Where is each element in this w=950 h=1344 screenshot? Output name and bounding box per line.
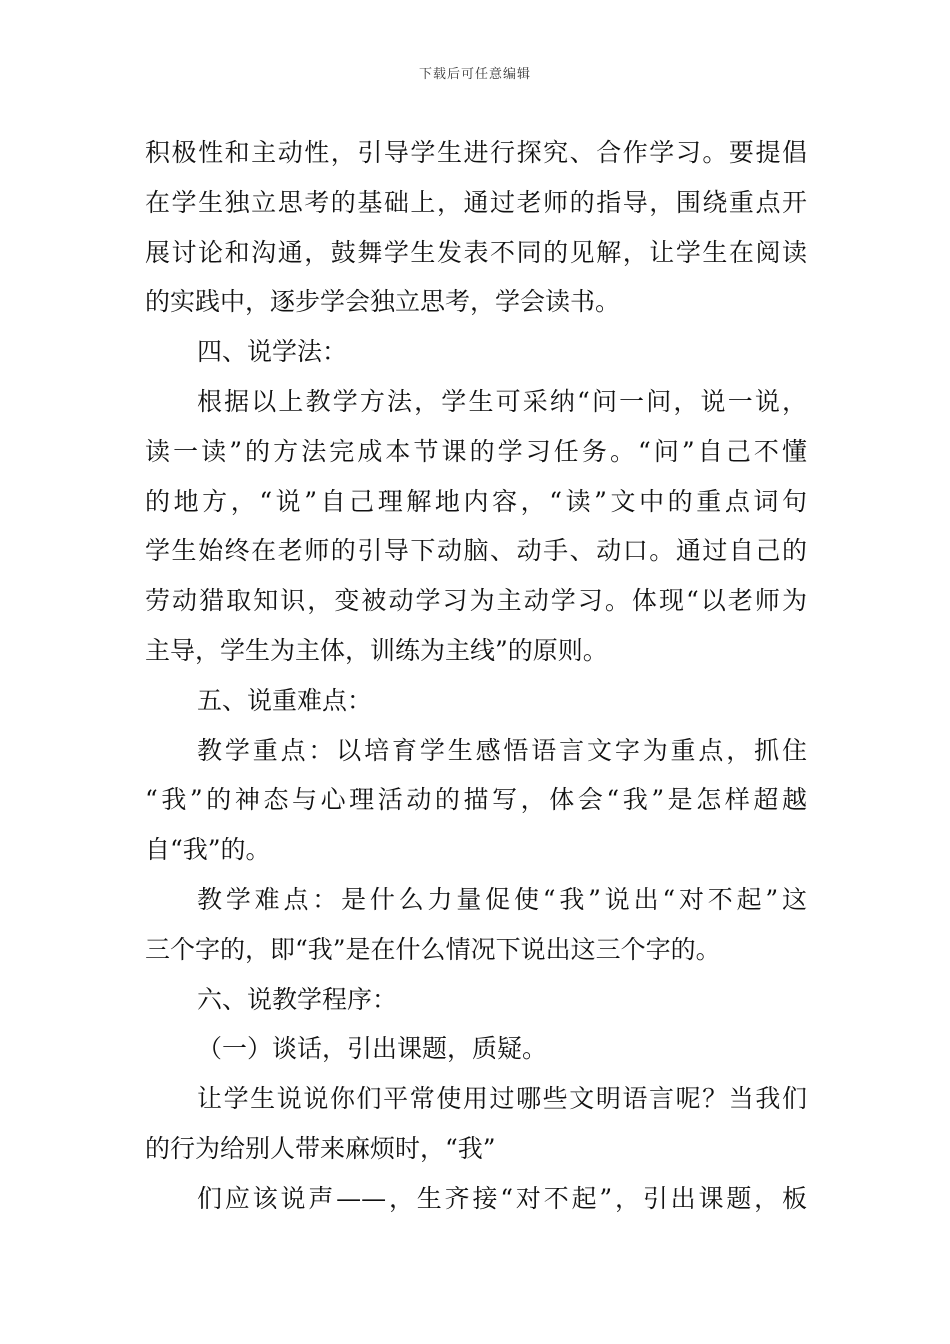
text-line: 读一读”的方法完成本节课的学习任务。“问”自己不懂 [145,436,807,466]
text-line: 让学生说说你们平常使用过哪些文明语言呢？当我们 [197,1084,807,1114]
text-line: 的实践中，逐步学会独立思考，学会读书。 [145,287,621,317]
text-line: 劳动猎取知识，变被动学习为主动学习。体现“以老师为 [145,586,807,616]
text-line: （一）谈话，引出课题，质疑。 [197,1034,548,1064]
document-body [145,128,807,1224]
text-line: 的行为给别人带来麻烦时，“我” [145,1133,496,1163]
text-line: 积极性和主动性，引导学生进行探究、合作学习。要提倡 [145,138,807,167]
text-line: 展讨论和沟通，鼓舞学生发表不同的见解，让学生在阅读 [145,237,807,267]
text-line: 学生始终在老师的引导下动脑、动手、动口。通过自己的 [145,536,807,566]
text-line: “我”的神态与心理活动的描写，体会“我”是怎样超越 [145,785,807,815]
header-note: 下载后可任意编辑 [418,67,531,82]
text-line: 根据以上教学方法，学生可采纳“问一问，说一说， [197,386,807,416]
text-line: 在学生独立思考的基础上，通过老师的指导，围绕重点开 [145,187,807,217]
text-line: 的地方，“说”自己理解地内容，“读”文中的重点词句 [145,486,807,516]
text-line: 六、说教学程序： [197,984,398,1014]
text-line: 教学重点：以培育学生感悟语言文字为重点，抓住 [197,735,807,765]
text-line: 三个字的，即“我”是在什么情况下说出这三个字的。 [145,934,721,964]
text-line: 主导，学生为主体，训练为主线”的原则。 [145,635,608,665]
text-line: 们应该说声——，生齐接“对不起”，引出课题，板 [197,1183,807,1213]
text-line: 四、说学法： [197,337,348,367]
text-line: 自“我”的。 [145,835,271,865]
text-line: 五、说重难点： [197,685,373,715]
text-line: 教学难点：是什么力量促使“我”说出“对不起”这 [197,884,807,914]
